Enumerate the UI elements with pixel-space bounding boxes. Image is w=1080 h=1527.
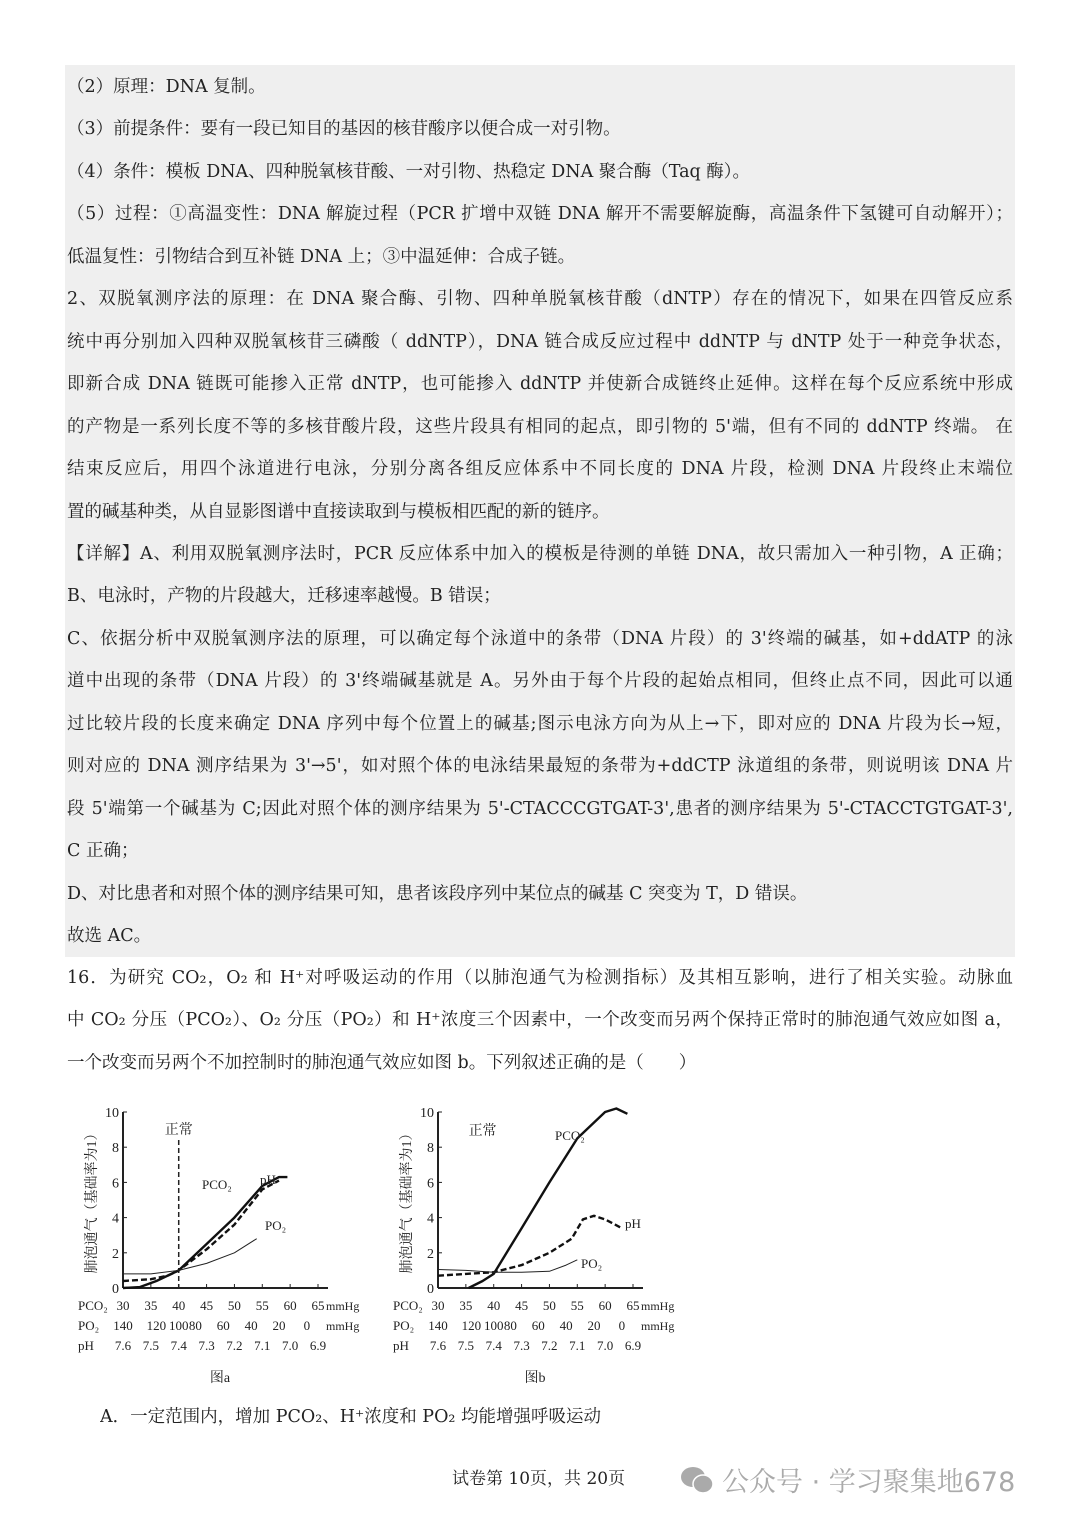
x-tick-label: 60 [531,1318,545,1333]
x-tick-label: 7.3 [513,1338,530,1353]
x-tick-label: 40 [244,1318,258,1333]
x-tick-label: 100 [483,1318,504,1333]
x-tick-label: 7.5 [457,1338,474,1353]
x-tick-label: 35 [459,1298,473,1313]
series-label: PO₂ [265,1218,287,1233]
analysis-line: 统中再分别加入四种双脱氧核苷三磷酸（ ddNTP），DNA 链合成反应过程中 ddNTP 与 dNTP 处于一种竞争状态， [67,331,1013,352]
x-tick-label: 7.1 [254,1338,271,1353]
analysis-line: （3）前提条件：要有一段已知目的基因的核苷酸序以便合成一对引物。 [67,119,621,140]
analysis-line: B、电泳时，产物的片段越大，迁移速率越慢。B 错误； [67,586,501,607]
analysis-line: 【详解】A、利用双脱氧测序法时，PCR 反应体系中加入的模板是待测的单链 DNA，故只需加入一种引物，A 正确； [67,543,1013,564]
x-tick-label: 7.0 [282,1338,299,1353]
analysis-line: 的产物是一系列长度不等的多核苷酸片段，这些片段具有相同的起点，即引物的 5'端，但有不同的 ddNTP 终端。 在 [67,416,1013,437]
x-tick-label: 40 [487,1298,501,1313]
x-tick-label: 120 [461,1318,482,1333]
question-line: 16．为研究 CO₂，O₂ 和 H⁺对呼吸运动的作用（以肺泡通气为检测指标）及其相互影响，进行了相关实验。动脉血 [67,968,1013,988]
x-tick-label: 7.2 [541,1338,558,1353]
x-tick-label: 30 [116,1298,130,1313]
series-label: pH [625,1216,641,1231]
x-tick-label: 7.3 [198,1338,215,1353]
x-tick-label: 35 [144,1298,158,1313]
x-tick-label: 80 [188,1318,202,1333]
figure-caption: 图a [209,1371,231,1386]
x-tick-label: 60 [598,1298,612,1313]
x-tick-label: 120 [146,1318,167,1333]
x-tick-label: 140 [428,1318,448,1333]
analysis-line: （2）原理：DNA 复制。 [67,77,266,97]
page-footer: 试卷第 10页，共 20页 [452,1469,626,1489]
figure-a-chart [70,1100,380,1390]
analysis-line: 结束反应后，用四个泳道进行电泳，分别分离各组反应体系中不同长度的 DNA 片段，检测 DNA 片段终止末端位 [67,459,1013,480]
x-axis-name: pH [393,1338,409,1353]
y-tick-label: 10 [420,1106,434,1121]
x-tick-label: 50 [227,1298,241,1313]
x-tick-label: 45 [515,1298,529,1313]
x-tick-label: 140 [113,1318,133,1333]
x-axis-unit: mmHg [641,1319,675,1333]
x-axis-unit: mmHg [326,1319,360,1333]
x-tick-label: 7.5 [142,1338,159,1353]
x-tick-label: 7.4 [485,1338,502,1353]
question-line: 中 CO₂ 分压（PCO₂）、O₂ 分压（PO₂）和 H⁺浓度三个因素中，一个改变而另两个保持正常时的肺泡通气效应如图 a， [67,1010,1013,1031]
figure-b-chart [385,1100,695,1390]
x-tick-label: 6.9 [624,1338,642,1353]
x-tick-label: 50 [542,1298,556,1313]
analysis-line: 2、双脱氧测序法的原理：在 DNA 聚合酶、引物、四种单脱氧核苷酸（dNTP）存在的情况下，如果在四管反应系 [67,289,1013,310]
series-label: PO₂ [581,1256,603,1271]
x-tick-label: 65 [626,1298,640,1313]
x-tick-label: 7.0 [597,1338,614,1353]
wechat-icon [680,1465,714,1495]
x-axis-unit: mmHg [641,1299,675,1313]
series-label: pH [260,1172,276,1187]
x-tick-label: 7.4 [170,1338,187,1353]
x-axis-name: PCO₂ [393,1298,423,1313]
x-axis-name: pH [78,1338,94,1353]
x-tick-label: 40 [559,1318,573,1333]
normal-label: 正常 [468,1124,497,1139]
analysis-line: （5）过程：①高温变性：DNA 解旋过程（PCR 扩增中双链 DNA 解开不需要解旋酶，高温条件下氢键可自动解开）； [67,204,1013,225]
x-tick-label: 30 [431,1298,445,1313]
y-tick-label: 8 [112,1141,119,1157]
x-tick-label: 100 [168,1318,189,1333]
y-axis-label: 肺泡通气（基础率为1） [400,1126,415,1274]
x-tick-label: 7.2 [226,1338,243,1353]
x-tick-label: 80 [503,1318,517,1333]
analysis-line: C 正确； [67,841,139,862]
x-tick-label: 20 [587,1318,601,1333]
series-line-PCO₂ [123,1177,287,1288]
x-tick-label: 7.1 [569,1338,586,1353]
analysis-line: 即新合成 DNA 链既可能掺入正常 dNTP，也可能掺入 ddNTP 并使新合成链终止延伸。这样在每个反应系统中形成 [67,374,1013,395]
analysis-line: C、依据分析中双脱氧测序法的原理，可以确定每个泳道中的条带（DNA 片段）的 3'终端的碱基，如+ddATP 的泳 [67,628,1013,649]
analysis-line: 置的碱基种类，从自显影图谱中直接读取到与模板相匹配的新的链序。 [67,501,610,522]
x-tick-label: 60 [216,1318,230,1333]
x-axis-name: PO₂ [78,1318,100,1333]
watermark-text: 公众号 · 学习聚集地678 [722,1467,1016,1498]
x-tick-label: 55 [255,1298,269,1313]
x-tick-label: 40 [172,1298,186,1313]
analysis-line: （4）条件：模板 DNA、四种脱氧核苷酸、一对引物、热稳定 DNA 聚合酶（Taq 酶）。 [67,161,751,182]
x-axis-unit: mmHg [326,1299,360,1313]
analysis-line: 低温复性：引物结合到互补链 DNA 上；③中温延伸：合成子链。 [67,246,576,267]
series-line-pH [123,1181,279,1281]
question-line: 一个改变而另两个不加控制时的肺泡通气效应如图 b。下列叙述正确的是（ ） [67,1052,697,1073]
watermark [680,1460,1015,1499]
x-tick-label: 7.6 [114,1338,132,1353]
y-tick-label: 2 [427,1246,434,1262]
y-tick-label: 4 [112,1211,119,1227]
y-tick-label: 8 [427,1141,434,1157]
analysis-line: D、对比患者和对照个体的测序结果可知，患者该段序列中某位点的碱基 C 突变为 T，D 错误。 [67,883,808,904]
y-tick-label: 2 [112,1246,119,1262]
x-tick-label: 20 [272,1318,286,1333]
option-a[interactable]: A．一定范围内，增加 PCO₂、H⁺浓度和 PO₂ 均能增强呼吸运动 [100,1407,601,1427]
normal-label: 正常 [164,1123,193,1138]
x-tick-label: 65 [311,1298,325,1313]
x-tick-label: 45 [200,1298,214,1313]
series-label: PCO₂ [555,1128,585,1143]
analysis-line: 段 5'端第一个碱基为 C;因此对照个体的测序结果为 5'-CTACCCGTGAT-3',患者的测序结果为 5'-CTACCTGTGAT-3', [67,798,1013,819]
series-line-PO₂ [438,1260,577,1272]
x-tick-label: 55 [570,1298,584,1313]
x-axis-name: PO₂ [393,1318,415,1333]
analysis-line: 故选 AC。 [67,926,152,946]
series-line-PO₂ [123,1239,257,1274]
series-label: PCO₂ [202,1177,232,1192]
y-axis-label: 肺泡通气（基础率为1） [85,1126,100,1274]
x-tick-label: 0 [618,1318,626,1333]
y-tick-label: 4 [427,1211,434,1227]
x-tick-label: 0 [303,1318,311,1333]
x-tick-label: 60 [283,1298,297,1313]
analysis-line: 过比较片段的长度来确定 DNA 序列中每个位置上的碱基;图示电泳方向为从上→下，即对应的 DNA 片段为长→短， [67,713,1013,734]
y-tick-label: 6 [112,1176,119,1192]
analysis-line: 道中出现的条带（DNA 片段）的 3'终端碱基就是 A。另外由于每个片段的起始点相同，但终止点不同，因此可以通 [67,671,1013,692]
y-tick-label: 10 [105,1106,119,1121]
analysis-line: 则对应的 DNA 测序结果为 3'→5'，如对照个体的电泳结果最短的条带为+ddCTP 泳道组的条带，则说明该 DNA 片 [67,756,1013,777]
x-axis-name: PCO₂ [78,1298,108,1313]
figure-caption: 图b [524,1371,546,1386]
y-tick-label: 0 [112,1282,119,1297]
y-tick-label: 6 [427,1176,434,1192]
x-tick-label: 7.6 [429,1338,447,1353]
y-tick-label: 0 [427,1282,434,1297]
x-tick-label: 6.9 [309,1338,327,1353]
